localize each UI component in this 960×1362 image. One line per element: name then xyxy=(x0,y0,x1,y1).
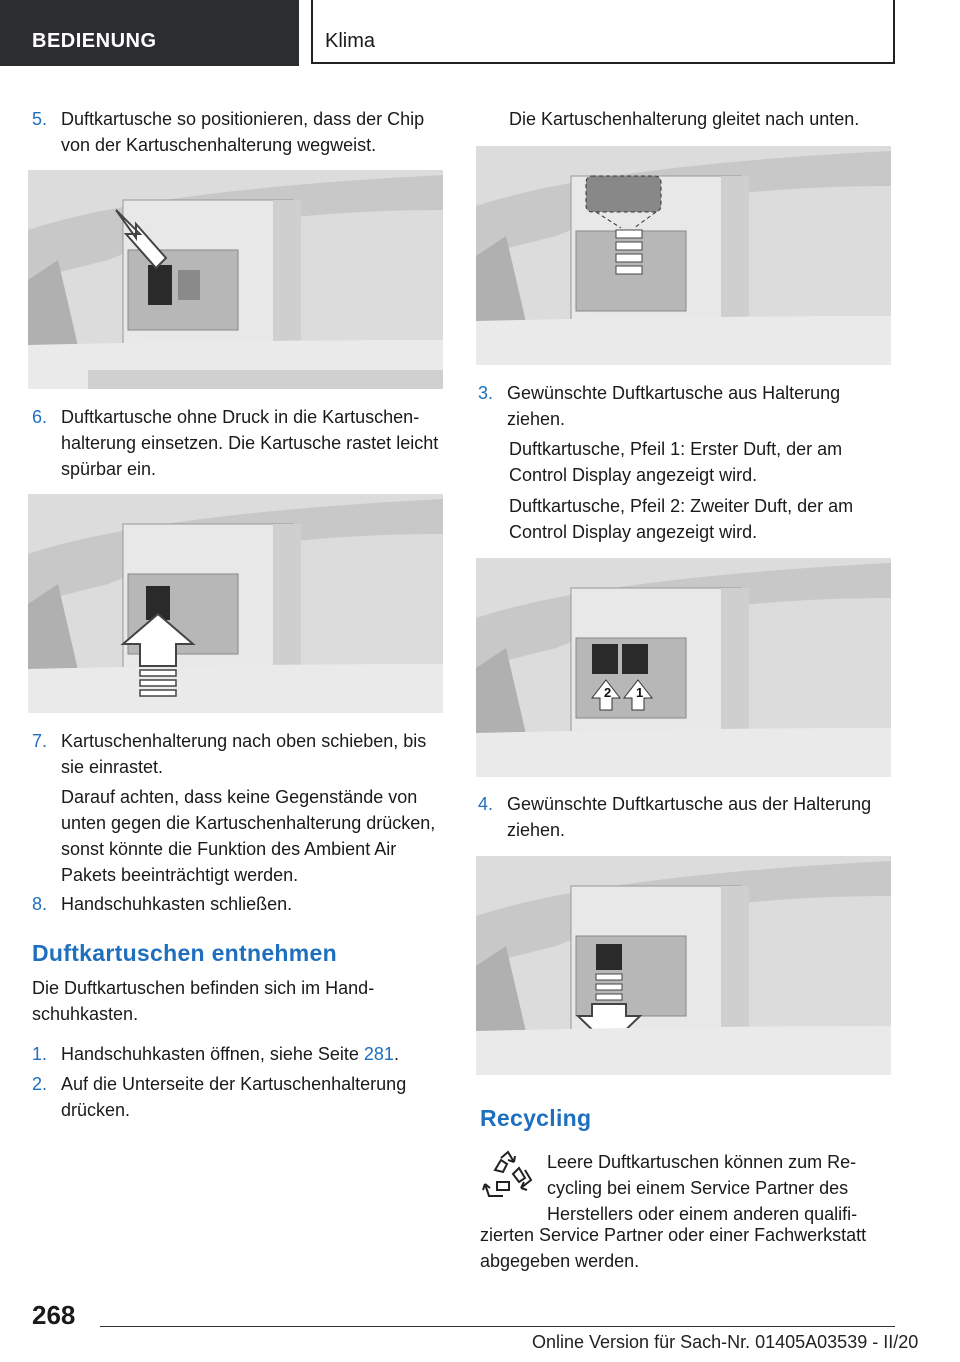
step-number: 6. xyxy=(32,407,48,427)
footer-divider xyxy=(100,1326,895,1327)
arrow-label-2: 2 xyxy=(604,685,612,700)
step-text: Handschuhkasten öffnen, siehe Seite 281. xyxy=(61,1044,399,1064)
page-number: 268 xyxy=(32,1300,76,1330)
step-7-note: Darauf achten, dass keine Gegenstände von unten gegen die Kartuschenhalterung drücken, sonst könnte die Funktion des Ambient Air Pakets beeinträchtigt werden. xyxy=(61,787,436,885)
arrow-label-1: 1 xyxy=(636,685,644,700)
step-number: 8. xyxy=(32,894,48,914)
step-number: 5. xyxy=(32,109,48,129)
photo-holder-slides-down xyxy=(476,146,891,365)
header-section-tab xyxy=(0,0,299,66)
continuation-text: Die Kartuschenhalterung gleitet nach unten. xyxy=(509,109,860,129)
step-text: Kartuschenhalterung nach oben schieben, bis sie einrastet. xyxy=(61,731,427,777)
footer-online-version: Online Version für Sach-Nr. 01405A03539 - II/20 xyxy=(532,1332,919,1352)
section-intro: Die Duftkartuschen befinden sich im Handschuhkasten. xyxy=(32,978,375,1024)
recycling-text-indented: Leere Duftkartuschen können zum Recycling bei einem Service Partner des Herstellers oder einem anderen qualifi- xyxy=(547,1152,858,1224)
page-link[interactable]: 281 xyxy=(363,1044,394,1064)
step-number: 1. xyxy=(32,1044,48,1064)
section-title-remove: Duftkartuschen entnehmen xyxy=(32,940,337,966)
photo-cartridge-insert xyxy=(28,494,443,713)
section-title-recycling: Recycling xyxy=(480,1105,592,1131)
photo-cartridge-positioning xyxy=(28,170,443,389)
step-text: Auf die Unterseite der Kartuschenhalterung drücken. xyxy=(61,1074,407,1120)
step-3-note-2: Duftkartusche, Pfeil 2: Zweiter Duft, der am Control Display angezeigt wird. xyxy=(509,496,854,542)
step-3-note-1: Duftkartusche, Pfeil 1: Erster Duft, der am Control Display angezeigt wird. xyxy=(509,439,843,485)
photo-cartridge-remove xyxy=(476,856,891,1075)
step-text: Gewünschte Duftkartusche aus Halterung ziehen. xyxy=(507,383,841,429)
step-text: Gewünschte Duftkartusche aus der Halterung ziehen. xyxy=(507,794,872,840)
recycling-text-full: zierten Service Partner oder einer Fachwerkstatt abgegeben werden. xyxy=(480,1225,867,1271)
photo-two-cartridges xyxy=(476,558,891,777)
step-number: 4. xyxy=(478,794,494,814)
step-text: Duftkartusche so positionieren, dass der Chip von der Kartuschenhalterung wegweist. xyxy=(61,109,425,155)
step-text: Handschuhkasten schließen. xyxy=(61,894,293,914)
header-chapter-label: Klima xyxy=(325,30,376,52)
header-section-label: BEDIENUNG xyxy=(32,30,157,52)
header-chapter-box xyxy=(311,0,895,64)
step-number: 3. xyxy=(478,383,494,403)
step-number: 2. xyxy=(32,1074,48,1094)
step-number: 7. xyxy=(32,731,48,751)
step-text: Duftkartusche ohne Druck in die Kartuschenhalterung einsetzen. Die Kartusche rastet leicht spürbar ein. xyxy=(61,407,439,479)
recycling-icon xyxy=(481,1150,535,1204)
